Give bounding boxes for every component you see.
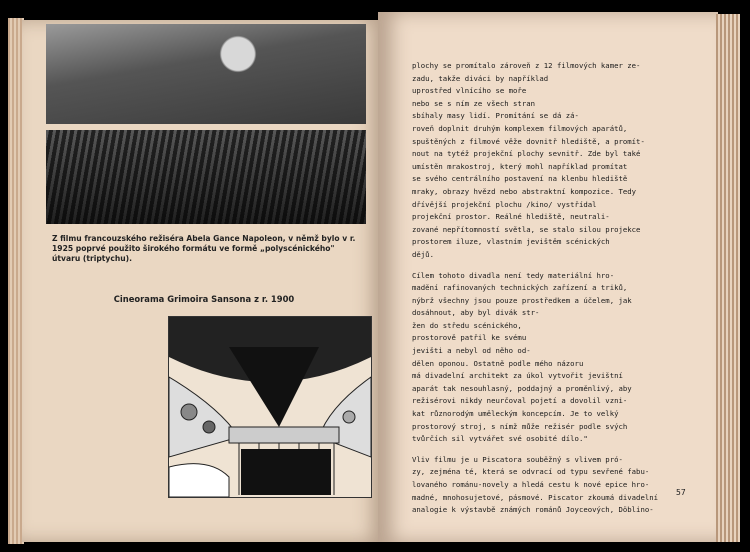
text-line: zadu, takže diváci by například [412, 73, 549, 83]
photo-caption: Z filmu francouzského režiséra Abela Gance Napoleon, v němž bylo v r. 1925 poprvé použito širokého formátu ve formě „polyscénického" útvaru (triptychu). [52, 234, 356, 263]
paragraph-1 [412, 60, 702, 262]
text-line: prostorově patřil ke svému [412, 333, 527, 343]
text-line: nout na tytéž projekční plochy sevnitř. Zde byl také [412, 149, 641, 159]
text-line: režisérovi nikdy neurčoval pojetí a dovolil vzni- [412, 396, 628, 406]
napoleon-film-still-bottom [46, 130, 366, 224]
text-line: dosáhnout, aby byl divák str- [412, 308, 540, 318]
text-line: lovaného románu-novely a hledá cestu k nové epice hro- [412, 480, 650, 489]
text-line: mraky, obrazy hvězd nebo abstraktní kompozice. Tedy [412, 186, 637, 196]
cineorama-illustration [168, 316, 372, 498]
text-line: Vliv filmu je u Piscatora souběžný s vlivem pró- [412, 454, 623, 464]
text-line: plochy se promítalo zároveň z 12 filmových kamer ze- [412, 61, 641, 70]
napoleon-film-still-top [46, 24, 366, 124]
text-line: roveň doplnit druhým komplexem filmových aparátů, [412, 123, 628, 133]
text-line: prostorový stroj, s nímž může režisér podle svých [412, 421, 628, 431]
page-number: 57 [676, 488, 686, 497]
text-line: madění rafinovaných technických zařízení a triků, [412, 283, 628, 293]
text-line: tvůrčích sil vytvářet své osobité dílo." [412, 434, 588, 444]
text-line: dřívější projekční plochu /kino/ vystřídal [412, 199, 597, 209]
text-line: se svého centrálního postavení na klenbu hlediště [412, 174, 628, 184]
right-page-edge [716, 14, 740, 542]
text-line: spuštěných z filmové věže dovnitř hlediště, a promít- [412, 136, 645, 146]
text-line: kat různorodým uměleckým koncepcím. Je to velký [412, 409, 619, 419]
text-line: sbíhaly masy lidí. Promítání se dá zá- [412, 111, 579, 121]
text-line: uprostřed vlnícího se moře [412, 86, 527, 96]
text-line: projekční prostor. Reálné hlediště, neutrali- [412, 212, 610, 222]
text-line: zy, zejména té, která se odvrací od typu sevřené fabu- [412, 467, 650, 477]
text-line: dělen oponou. Ostatně podle mého názoru [412, 358, 584, 368]
text-line: nýbrž všechny jsou pouze prostředkem a účelem, jak [412, 295, 632, 305]
text-line: žen do středu scénického, [412, 320, 522, 330]
text-line: madné, mnohosujetové, pásmové. Piscator zkoumá divadelní [412, 492, 659, 502]
text-line: jevišti a nebyl od něho od- [412, 346, 531, 356]
text-line: Cílem tohoto divadla není tedy materiální hro- [412, 270, 615, 280]
text-line: nebo se s ním ze všech stran [412, 98, 536, 108]
text-line: analogie k výstavbě známých románů Joyceových, Döblino- [412, 505, 654, 515]
text-line: dějů. [412, 249, 434, 259]
text-line: aparát tak nesouhlasný, poddajný a proměnlivý, aby [412, 383, 632, 393]
right-page-text [412, 60, 702, 517]
text-line: zované nepřítomností světla, se stalo silou projekce [412, 224, 641, 234]
paragraph-3 [412, 454, 702, 517]
text-line: umístěn mrakostroj, který mohl například promítat [412, 161, 628, 171]
text-line: prostorem iluze, vlastním jevištěm scénických [412, 237, 610, 247]
text-line: má divadelní architekt za úkol vytvořit jevištní [412, 371, 623, 381]
figure-title: Cineorama Grimoira Sansona z r. 1900 [113, 294, 295, 304]
paragraph-2 [412, 270, 702, 446]
